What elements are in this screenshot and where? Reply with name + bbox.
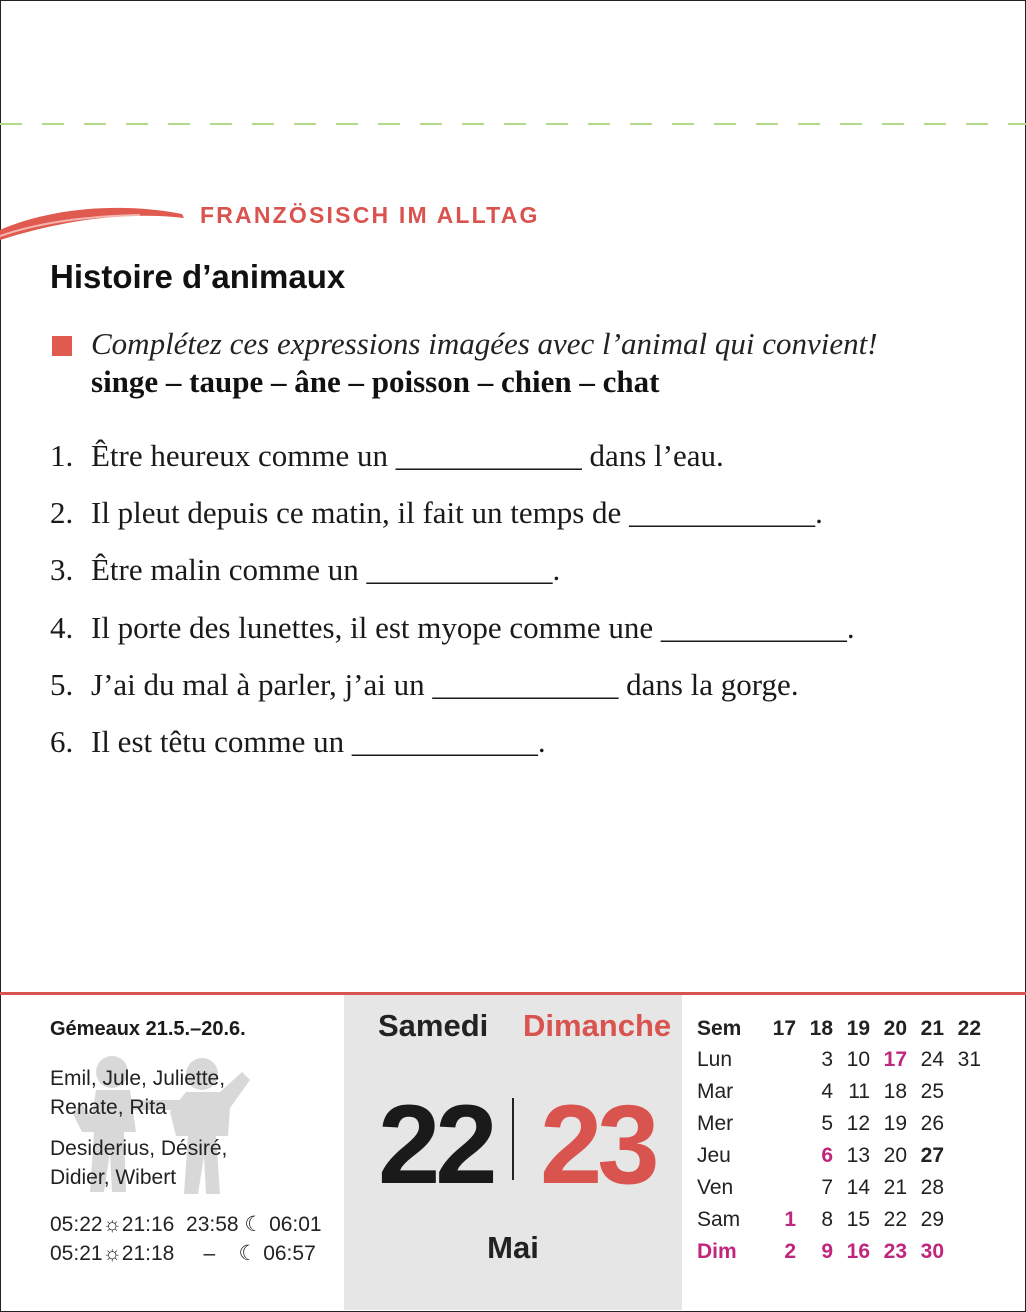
- sun-moon-times-sunday: 05:21☼21:18 – ☾ 06:57: [50, 1242, 316, 1265]
- calendar-day: [944, 1204, 981, 1236]
- week-number: 22: [957, 1017, 981, 1040]
- calendar-row-jeu: [697, 1140, 981, 1172]
- weekday-label: Ven: [697, 1176, 734, 1199]
- calendar-day: 31: [957, 1048, 981, 1071]
- calendar-day: 20: [883, 1144, 907, 1167]
- sun-moon-times-saturday: 05:22☼21:16 23:58 ☾ 06:01: [50, 1213, 322, 1236]
- calendar-day-sunday: [944, 1236, 981, 1268]
- calendar-day: 14: [846, 1176, 870, 1199]
- word-list: singe – taupe – âne – poisson – chien – chat: [91, 364, 660, 399]
- name-line: Emil, Jule, Juliette,: [50, 1067, 226, 1090]
- calendar-row-mer: [697, 1108, 981, 1140]
- exercise-text: Il porte des lunettes, il est myope comme une ____________.: [91, 610, 855, 645]
- name-days-sunday: [50, 1134, 227, 1192]
- calendar-row-mar: [697, 1076, 981, 1108]
- calendar-day: 25: [920, 1080, 944, 1103]
- calendar-day: [759, 1108, 796, 1140]
- calendar-day: [944, 1140, 981, 1172]
- month-label: Mai: [487, 1230, 539, 1265]
- exercise-item: [50, 552, 560, 588]
- calendar-day: [759, 1076, 796, 1108]
- calendar-day: [944, 1172, 981, 1204]
- date-number-saturday: 22: [378, 1082, 493, 1207]
- calendar-week-header: [697, 1014, 981, 1044]
- week-number: 18: [809, 1017, 833, 1040]
- calendar-day: 11: [848, 1080, 870, 1103]
- exercise-text: Être heureux comme un ____________ dans l’eau.: [91, 438, 724, 473]
- calendar-day: 18: [883, 1080, 907, 1103]
- calendar-day: 13: [846, 1144, 870, 1167]
- exercise-number: 4.: [50, 610, 74, 645]
- exercise-number: 2.: [50, 495, 74, 530]
- date-number-sunday: 23: [540, 1082, 655, 1207]
- calendar-day: 29: [920, 1208, 944, 1231]
- brush-swoosh-decoration: [0, 200, 190, 242]
- calendar-day-sunday: 30: [920, 1240, 944, 1263]
- calendar-day: 26: [920, 1112, 944, 1135]
- calendar-day: 28: [920, 1176, 944, 1199]
- calendar-day: 24: [920, 1048, 944, 1071]
- exercise-number: 3.: [50, 552, 74, 587]
- exercise-item: [50, 495, 823, 531]
- name-days-saturday: [50, 1064, 225, 1122]
- exercise-number: 5.: [50, 667, 74, 702]
- calendar-day: 7: [821, 1176, 833, 1199]
- calendar-day: [759, 1044, 796, 1076]
- bullet-square-icon: [52, 336, 72, 356]
- cut-line: [0, 123, 1026, 125]
- calendar-day-sunday: 9: [821, 1240, 833, 1263]
- weekday-label: Mar: [697, 1080, 734, 1103]
- calendar-day-highlight: 27: [920, 1144, 944, 1167]
- weekday-label-sunday: Dim: [697, 1240, 737, 1263]
- calendar-day: [759, 1172, 796, 1204]
- mini-calendar: [697, 1014, 981, 1268]
- calendar-day: 4: [821, 1080, 833, 1103]
- week-number: 20: [883, 1017, 907, 1040]
- zodiac-sign: Gémeaux 21.5.–20.6.: [50, 1018, 246, 1040]
- name-line: Desiderius, Désiré,: [50, 1137, 228, 1160]
- calendar-day-holiday: 6: [821, 1144, 833, 1167]
- page-title: Histoire d’animaux: [50, 258, 346, 295]
- exercise-item: [50, 667, 799, 703]
- calendar-day: 8: [821, 1208, 833, 1231]
- calendar-day: 19: [883, 1112, 907, 1135]
- date-divider: [512, 1098, 514, 1180]
- week-number: 19: [846, 1017, 870, 1040]
- calendar-day: [944, 1108, 981, 1140]
- calendar-day: [759, 1140, 796, 1172]
- weekday-label: Jeu: [697, 1144, 731, 1167]
- section-label: FRANZÖSISCH IM ALLTAG: [200, 202, 540, 228]
- name-line: Renate, Rita: [50, 1096, 167, 1119]
- week-number: 17: [772, 1017, 796, 1040]
- weekday-sunday: Dimanche: [523, 1008, 672, 1043]
- exercise-text: Il est têtu comme un ____________.: [91, 724, 546, 759]
- calendar-day-sunday: 23: [883, 1240, 907, 1263]
- calendar-day-holiday: 1: [784, 1208, 796, 1231]
- weekday-label: Mer: [697, 1112, 734, 1135]
- weekday-label: Lun: [697, 1048, 733, 1071]
- exercise-text: J’ai du mal à parler, j’ai un ____________ dans la gorge.: [91, 667, 799, 702]
- week-number: 21: [920, 1017, 944, 1040]
- instruction-text: Complétez ces expressions imagées avec l’animal qui convient!: [91, 326, 878, 361]
- exercise-item: [50, 438, 724, 474]
- calendar-day: 12: [846, 1112, 870, 1135]
- exercise-text: Il pleut depuis ce matin, il fait un temps de ____________.: [91, 495, 823, 530]
- exercise-item: [50, 724, 546, 760]
- calendar-day: 5: [821, 1112, 833, 1135]
- exercise-number: 1.: [50, 438, 74, 473]
- calendar-day: 15: [846, 1208, 870, 1231]
- calendar-row-ven: [697, 1172, 981, 1204]
- calendar-day-sunday: 2: [784, 1240, 796, 1263]
- name-line: Didier, Wibert: [50, 1166, 177, 1189]
- calendar-day: 10: [846, 1048, 870, 1071]
- calendar-day-sunday: 16: [846, 1240, 870, 1263]
- calendar-day: 21: [883, 1176, 907, 1199]
- calendar-row-dim: [697, 1236, 981, 1268]
- week-header-label: Sem: [697, 1017, 742, 1040]
- weekday-saturday: Samedi: [378, 1008, 489, 1043]
- calendar-row-lun: [697, 1044, 981, 1076]
- exercise-item: [50, 610, 855, 646]
- calendar-day: [944, 1076, 981, 1108]
- calendar-day: 3: [821, 1048, 833, 1071]
- weekday-label: Sam: [697, 1208, 741, 1231]
- exercise-text: Être malin comme un ____________.: [91, 552, 561, 587]
- calendar-row-sam: [697, 1204, 981, 1236]
- calendar-day-holiday: 17: [883, 1048, 907, 1071]
- calendar-day: 22: [883, 1208, 907, 1231]
- exercise-number: 6.: [50, 724, 74, 759]
